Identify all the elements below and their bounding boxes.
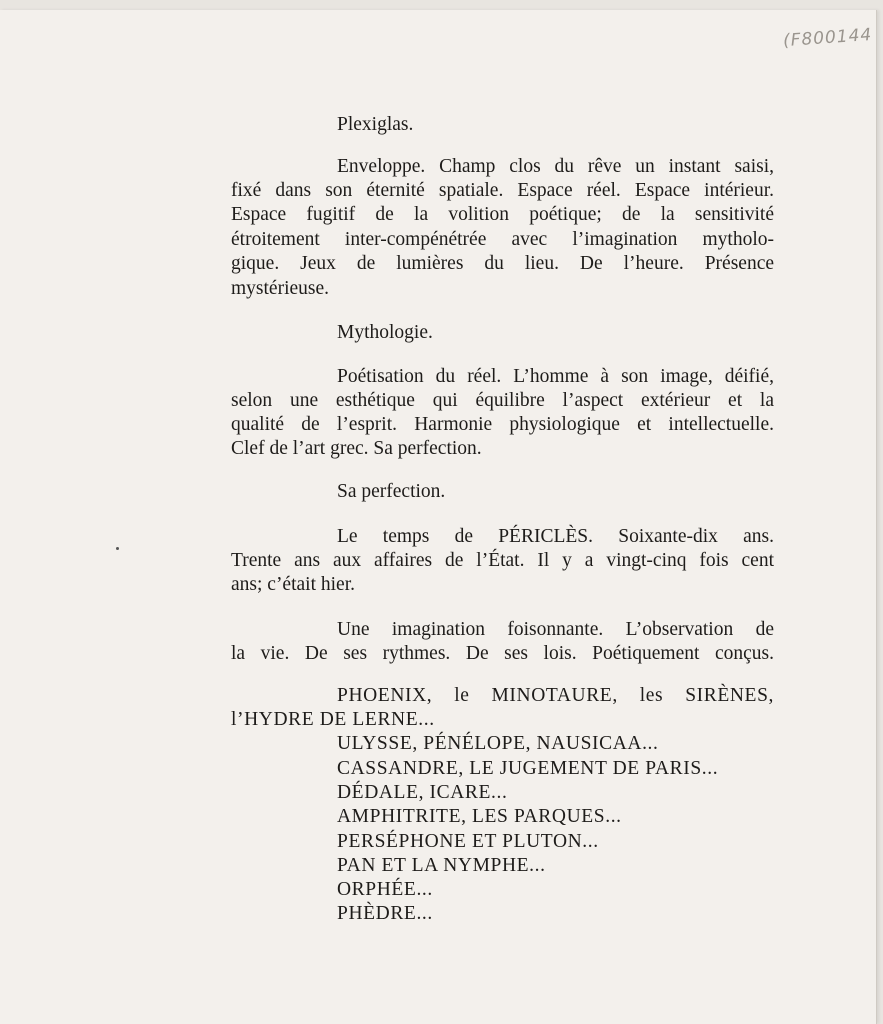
text-line: CASSANDRE, LE JUGEMENT DE PARIS...: [337, 758, 719, 779]
speck-mark: [116, 547, 119, 550]
text-line: Sa perfection.: [337, 481, 446, 502]
text-line: ULYSSE, PÉNÉLOPE, NAUSICAA...: [337, 733, 659, 754]
text-line: ans; c’était hier.: [231, 574, 355, 595]
text-line: PHÈDRE...: [337, 903, 433, 924]
text-line: mystérieuse.: [231, 278, 330, 299]
text-line: Enveloppe. Champ clos du rêve un instant saisi,: [337, 156, 774, 177]
text-line: l’HYDRE DE LERNE...: [231, 709, 435, 730]
text-line: Clef de l’art grec. Sa perfection.: [231, 438, 482, 459]
text-line: Espace fugitif de la volition poétique; de la sensitivité: [231, 204, 774, 225]
text-line: selon une esthétique qui équilibre l’aspect extérieur et la: [231, 390, 774, 411]
text-line: Mythologie.: [337, 322, 433, 343]
text-line: Plexiglas.: [337, 114, 414, 135]
text-line: fixé dans son éternité spatiale. Espace réel. Espace intérieur.: [231, 180, 774, 201]
text-line: PERSÉPHONE ET PLUTON...: [337, 831, 599, 852]
text-line: ORPHÉE...: [337, 879, 433, 900]
text-line: PHOENIX, le MINOTAURE, les SIRÈNES,: [337, 685, 774, 706]
text-line: Trente ans aux affaires de l’État. Il y a vingt-cinq fois cent: [231, 550, 774, 571]
text-line: Une imagination foisonnante. L’observation de: [337, 619, 774, 640]
handwritten-archive-note: (F800144: [782, 24, 873, 52]
text-line: PAN ET LA NYMPHE...: [337, 855, 546, 876]
text-line: gique. Jeux de lumières du lieu. De l’heure. Présence: [231, 253, 774, 274]
text-line: DÉDALE, ICARE...: [337, 782, 508, 803]
text-line: qualité de l’esprit. Harmonie physiologique et intellectuelle.: [231, 414, 774, 435]
text-line: étroitement inter-compénétrée avec l’imagination mytholo-: [231, 229, 774, 250]
text-line: AMPHITRITE, LES PARQUES...: [337, 806, 622, 827]
text-line: la vie. De ses rythmes. De ses lois. Poétiquement conçus.: [231, 643, 774, 664]
text-line: Poétisation du réel. L’homme à son image, déifié,: [337, 366, 774, 387]
document-page: [0, 10, 877, 1024]
text-line: Le temps de PÉRICLÈS. Soixante-dix ans.: [337, 526, 774, 547]
